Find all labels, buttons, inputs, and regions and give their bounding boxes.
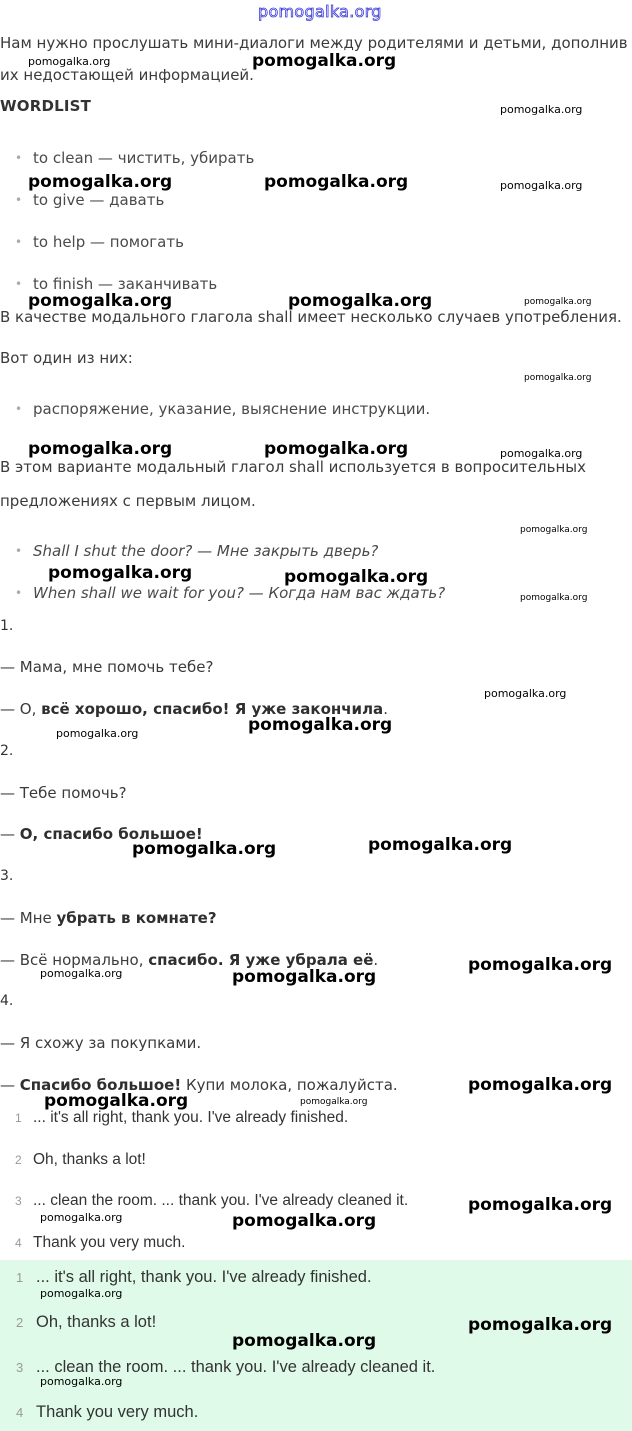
watermark: pomogalka.org <box>232 967 377 987</box>
grammar-paragraph-1: В качестве модального глагола shall имеет несколько случаев употребления. <box>0 308 622 326</box>
answer-item: 2 Oh, thanks a lot! <box>16 1313 157 1331</box>
wordlist-item: • to help — помогать <box>33 232 184 252</box>
watermark: pomogalka.org <box>484 687 567 700</box>
brand-logo: pomogalka.org <box>258 2 382 21</box>
watermark: pomogalka.org <box>28 55 111 68</box>
example-sentence: • Shall I shut the door? — Мне закрыть дверь? <box>33 541 378 561</box>
watermark: pomogalka.org <box>44 1091 189 1111</box>
watermark: pomogalka.org <box>132 839 277 859</box>
watermark: pomogalka.org <box>40 1211 123 1224</box>
watermark: pomogalka.org <box>248 715 393 735</box>
watermark: pomogalka.org <box>500 103 583 116</box>
answer-item: 3 ... clean the room. ... thank you. I've already cleaned it. <box>16 1358 436 1376</box>
watermark: pomogalka.org <box>288 291 433 311</box>
dialogue-number: 3. <box>0 868 14 884</box>
answer-item: 2 Oh, thanks a lot! <box>15 1151 146 1168</box>
watermark: pomogalka.org <box>232 1331 377 1351</box>
dialogue-number: 1. <box>0 618 14 634</box>
answer-item: 1 ... it's all right, thank you. I've already finished. <box>15 1109 349 1126</box>
watermark: pomogalka.org <box>468 955 613 975</box>
watermark: pomogalka.org <box>264 439 409 459</box>
intro-line-1: Нам нужно прослушать мини-диалоги между родителями и детьми, дополнив <box>0 34 628 52</box>
watermark: pomogalka.org <box>40 1287 123 1300</box>
watermark: pomogalka.org <box>232 1211 377 1231</box>
watermark: pomogalka.org <box>524 373 592 383</box>
watermark: pomogalka.org <box>524 297 592 307</box>
wordlist-item: • to clean — чистить, убирать <box>33 148 254 168</box>
grammar-paragraph-2: Вот один из них: <box>0 349 133 367</box>
watermark: pomogalka.org <box>28 172 173 192</box>
answer-item: 3 ... clean the room. ... thank you. I've already cleaned it. <box>15 1192 409 1209</box>
dialogue-line: — Тебе помочь? <box>0 784 127 802</box>
watermark: pomogalka.org <box>500 179 583 192</box>
answer-item: 1 ... it's all right, thank you. I've already finished. <box>16 1268 372 1286</box>
dialogue-line: — О, спасибо большое! <box>0 825 203 843</box>
watermark: pomogalka.org <box>520 525 588 535</box>
wordlist-title: WORDLIST <box>0 97 92 115</box>
dialogue-line: — Всё нормально, спасибо. Я уже убрала её. <box>0 951 379 969</box>
watermark: pomogalka.org <box>468 1315 613 1335</box>
dialogue-line: — Мне убрать в комнате? <box>0 909 217 927</box>
watermark: pomogalka.org <box>284 567 429 587</box>
watermark: pomogalka.org <box>40 967 123 980</box>
answer-item: 4 Thank you very much. <box>16 1403 199 1421</box>
watermark: pomogalka.org <box>28 291 173 311</box>
dialogue-line: — Спасибо большое! Купи молока, пожалуйста. <box>0 1076 398 1094</box>
dialogue-number: 2. <box>0 743 14 759</box>
watermark: pomogalka.org <box>300 1097 368 1107</box>
watermark: pomogalka.org <box>56 727 139 740</box>
dialogue-line: — О, всё хорошо, спасибо! Я уже закончила. <box>0 700 388 718</box>
watermark: pomogalka.org <box>252 51 397 71</box>
watermark: pomogalka.org <box>468 1075 613 1095</box>
wordlist-item: • to give — давать <box>33 190 164 210</box>
watermark: pomogalka.org <box>468 1195 613 1215</box>
grammar-paragraph-3-line-2: предложениях с первым лицом. <box>0 492 256 510</box>
dialogue-line: — Я схожу за покупками. <box>0 1034 202 1052</box>
answer-item: 4 Thank you very much. <box>15 1234 186 1251</box>
wordlist-item: • to finish — заканчивать <box>33 274 217 294</box>
watermark: pomogalka.org <box>28 439 173 459</box>
dialogue-line: — Мама, мне помочь тебе? <box>0 658 214 676</box>
dialogue-number: 4. <box>0 993 14 1009</box>
intro-line-2: их недостающей информацией. <box>0 66 254 84</box>
grammar-bullet: • распоряжение, указание, выяснение инструкции. <box>33 399 430 419</box>
watermark: pomogalka.org <box>520 593 588 603</box>
watermark: pomogalka.org <box>48 563 193 583</box>
watermark: pomogalka.org <box>264 172 409 192</box>
example-sentence: • When shall we wait for you? — Когда нам вас ждать? <box>33 583 445 603</box>
watermark: pomogalka.org <box>40 1375 123 1388</box>
grammar-paragraph-3-line-1: В этом варианте модальный глагол shall используется в вопросительных <box>0 458 586 476</box>
watermark: pomogalka.org <box>368 835 513 855</box>
watermark: pomogalka.org <box>500 447 583 460</box>
